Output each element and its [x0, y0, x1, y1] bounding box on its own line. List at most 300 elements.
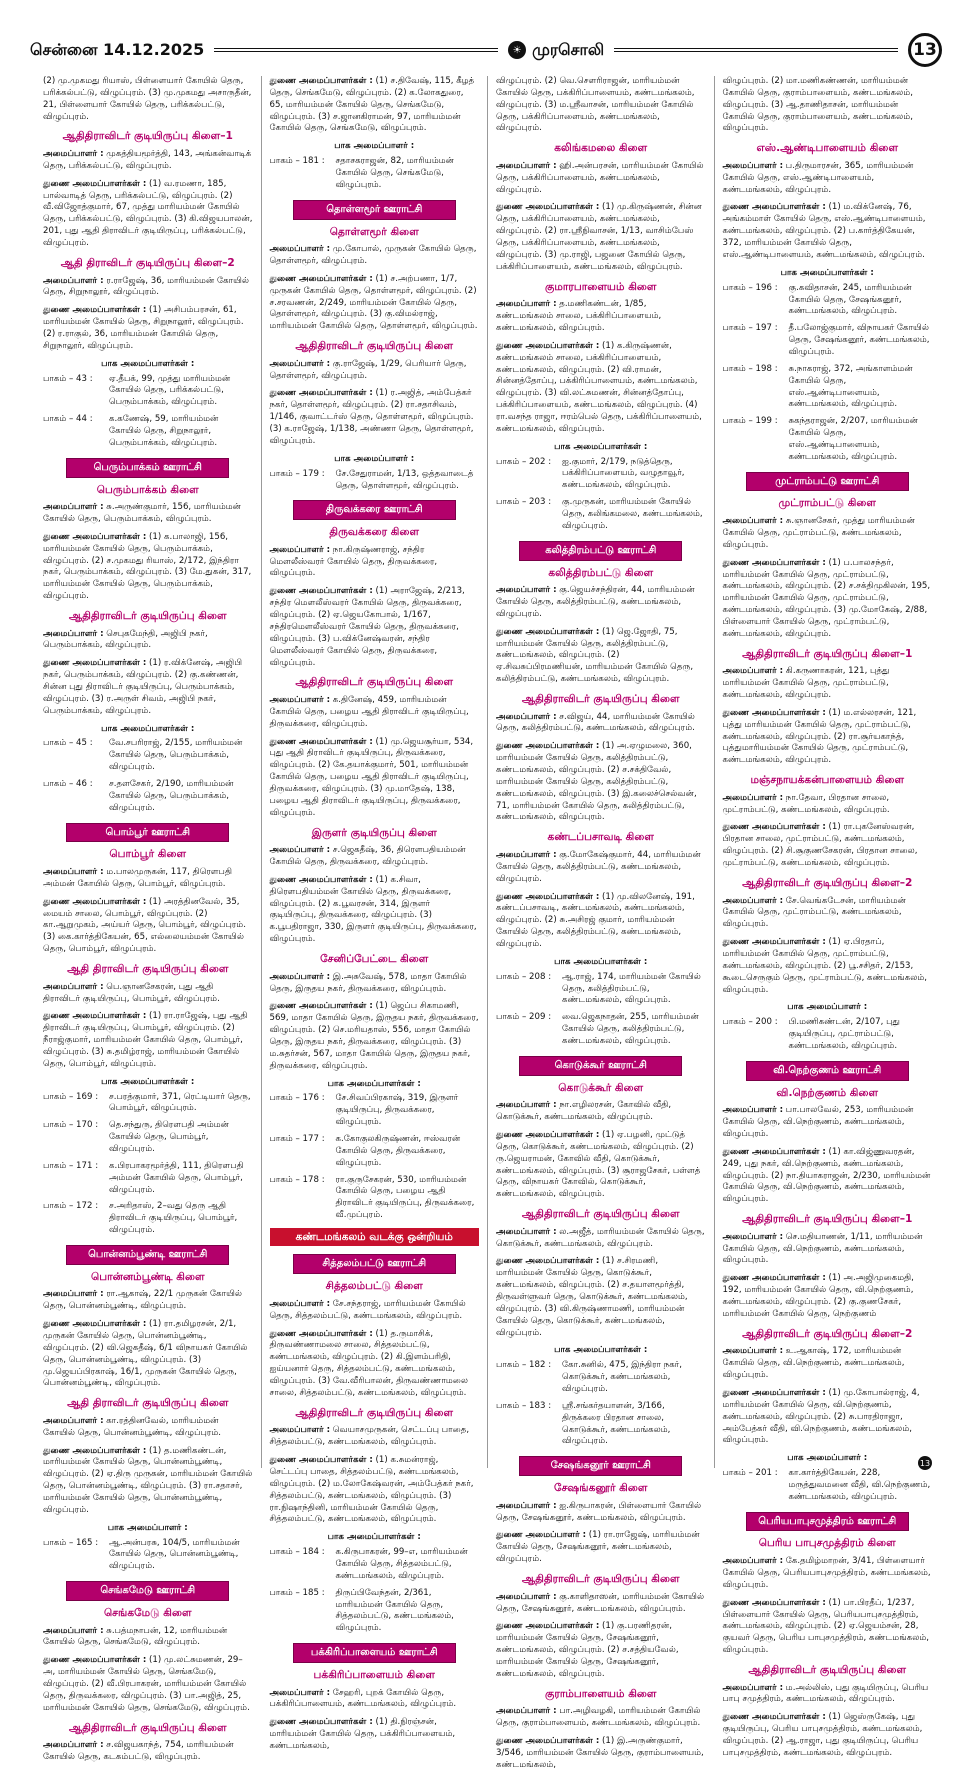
member-paragraph: [496, 76, 706, 135]
member-details: (1) ச.அற்பணா, 1/7, முருகன் கோயில் தெரு, தொள்ளமூர், விழுப்புரம். (2) ச.சரவணன், 2/249, மாரியம்மன் கோயில் தெரு, தொள்ளமூர், விழுப்புரம். (3) கு.விமல்ராஜ், மாரியம்மன் கோயில் தெரு, தொள்ளமூர், விழுப்புரம்.: [269, 273, 478, 332]
member-details: (1) மு.லட்சுமணன், 29–அ, மாரியம்மன் கோயில் தெரு, செங்கமேடு, விழுப்புரம். (2) வீ.பிரபாகரன், மாரியம்மன் கோயில் தெரு, திருவக்கரை, விழுப்புரம். (3) பா.அஜித், 25, மாரியம்மன் கோயில் தெரு, செங்கமேடு, விழுப்புரம்.: [43, 1655, 250, 1713]
member-details: (1) க.சுமன்ராஜ், செட்டப்பு பாதை, சித்தலம்பட்டு, கண்டமங்கலம், விழுப்புரம். (2) ம.லோகேஷ்வரன், அம்பேத்கர் நகர், சித்தலம்பட்டு, கண்டமங்கலம், விழுப்புரம். (3) ரா.நிஷாந்தினி, மாரியம்மன் கோயில் தெரு, சித்தலம்பட்டு, கண்டமங்கலம், விழுப்புரம்.: [269, 1455, 474, 1525]
role-label: துணை அமைப்பாளர்கள் :: [496, 1736, 600, 1746]
member-details: நா.கிருஷ்ணராஜ், சந்திர மௌலீஸ்வரர் கோயில் தெரு, திருவக்கரை, விழுப்புரம்.: [269, 544, 438, 579]
booth-agent-details: கோ.சுனில், 475, இந்திரா நகர், கொடுக்கூர், கண்டமங்கலம், விழுப்புரம்.: [562, 1360, 682, 1395]
member-paragraph: [43, 276, 253, 300]
branch-heading: ஆதிதிராவிடர் குடியிருப்பு கிளை: [295, 1406, 454, 1419]
role-label: அமைப்பாளர் :: [722, 1556, 784, 1567]
booth-number: பாகம் – 184 :: [269, 1547, 325, 1558]
booth-agent-details: கா.கார்த்திகேயன், 228, மருத்துவமனை வீதி, வி.நெற்குணம், கண்டமங்கலம், விழுப்புரம்.: [788, 1468, 931, 1502]
role-label: அமைப்பாளர் :: [722, 160, 784, 171]
member-details: (1) ர.அஜித், அம்பேத்கர் நகர், தொள்ளமூர், விழுப்புரம். (2) ரா.சதாசிவம், 1/146, குவாட்டர்ஸ் தெரு, தொள்ளமூர், விழுப்புரம். (3) க.ராஜேஷ், 1/138, அண்ணா தெரு, தொள்ளமூர், விழுப்புரம்.: [269, 388, 474, 446]
panchayat-banner: பெரியபாபுசமுத்திரம் ஊராட்சி: [746, 1512, 909, 1532]
member-paragraph: [496, 585, 706, 621]
booth-agent-row: [43, 414, 253, 450]
booth-caption: பாக அமைப்பாளர் :: [334, 453, 415, 464]
role-label: அமைப்பாளர் :: [722, 792, 784, 803]
booth-caption: பாக அமைப்பாளர்கள் :: [327, 1078, 421, 1089]
member-paragraph: [43, 897, 253, 956]
member-paragraph: [270, 244, 480, 268]
member-paragraph: [723, 1598, 933, 1657]
member-details: (1) க.பாலாஜி, 156, மாரியம்மன் கோயில் தெரு, பெரும்பாக்கம், விழுப்புரம். (2) ச.முகமது ரியாஸ், 2/172, இந்திரா நகர், பெரும்பாக்கம், விழுப்புரம். (3) மே.துகன், 317, மாரியம்மன் கோயில் தெரு, பெரும்பாக்கம், விழுப்புரம்.: [43, 531, 252, 602]
branch-heading: ஆதிதிராவிடர் குடியிருப்பு கிளை–1: [62, 130, 233, 143]
booth-caption: பாக அமைப்பாளர்கள் :: [554, 1345, 648, 1356]
member-details: பா.அழிவழகி, மாரியம்மன் கோயில் தெரு, குராம்பாளையம், கண்டமங்கலம், விழுப்புரம்.: [496, 1706, 701, 1729]
member-paragraph: [270, 875, 480, 946]
member-paragraph: [496, 1227, 706, 1251]
booth-agent-details: க.கிருபாகரன், 99–எ, மாரியம்மன் கோயில் தெரு, சித்தலம்பட்டு, கண்டமங்கலம், விழுப்புரம்.: [335, 1547, 468, 1581]
member-paragraph: [270, 1717, 480, 1753]
member-paragraph: [723, 666, 933, 702]
role-label: அமைப்பாளர் :: [496, 1500, 557, 1511]
role-label: துணை அமைப்பாளர்கள் :: [43, 1319, 147, 1330]
member-paragraph: [496, 892, 706, 951]
booth-number: பாகம் – 181 :: [269, 156, 325, 167]
booth-agent-details: ஆ.ராஜ், 174, மாரியம்மன் கோயில் தெரு, கலித்திரம்பட்டு, கண்டமங்கலம், விழுப்புரம்.: [562, 971, 701, 1006]
member-paragraph: [496, 341, 706, 436]
member-details: ஹி.அன்பரசன், மாரியம்மன் கோயில் தெரு, பக்கிரிப்பாளையம், கண்டமங்கலம், விழுப்புரம்.: [496, 160, 704, 195]
booth-agent-details: ச.அரிதாஸ், 2–வது தெரு ஆதி திராவிடர் குடியிருப்பு, பொம்பூர், விழுப்புரம்.: [109, 1201, 238, 1236]
member-paragraph: [43, 179, 253, 250]
branch-heading: ஆதிதிராவிடர் குடியிருப்பு கிளை: [295, 340, 454, 353]
booth-caption: பாக அமைப்பாளர் :: [334, 141, 415, 152]
role-label: அமைப்பாளர் :: [43, 502, 104, 513]
member-details: (1) கு.பரணிதரன், மாரியம்மன் கோயில் தெரு, சேஷங்கனூர், கண்டமங்கலம், விழுப்புரம். (2) ச.சத்தியவேல், மாரியம்மன் கோயில் தெரு, சேஷங்கனூர், கண்டமங்கலம், விழுப்புரம்.: [496, 1621, 679, 1679]
branch-heading: கலித்திரம்பட்டு கிளை: [548, 566, 654, 579]
booth-agent-row: [496, 972, 706, 1008]
booth-agent-details: சே.சேதுராமன், 1/13, ஒத்தவாடைத் தெரு, தொள்ளமூர், விழுப்புரம்.: [335, 468, 474, 491]
booth-agent-row: [43, 1161, 253, 1197]
role-label: அமைப்பாளர் :: [43, 1289, 104, 1300]
booth-agent-row: [496, 1401, 706, 1448]
booth-agent-row: [723, 1017, 933, 1053]
column-1: [35, 76, 262, 1763]
member-paragraph: [723, 1556, 933, 1592]
booth-number: பாகம் – 44 :: [43, 414, 93, 425]
member-details: கு.ராஜேஷ், 1/29, பெரியார் தெரு, தொள்ளமூர், விழுப்புரம்.: [269, 358, 467, 381]
role-label: துணை அமைப்பாளர்கள் :: [722, 1597, 826, 1608]
booth-number: பாகம் – 170 :: [43, 1120, 99, 1131]
role-label: துணை அமைப்பாளர்கள் :: [496, 202, 600, 213]
branch-heading: மஞ்சநாயக்கன்பாளையம் கிளை: [750, 774, 905, 787]
booth-agent-row: [270, 156, 480, 192]
member-details: சு.அருண்குமார், 156, மாரியம்மன் கோயில் தெரு, பெரும்பாக்கம், விழுப்புரம்.: [43, 502, 242, 524]
role-label: அமைப்பாளர் :: [43, 149, 104, 160]
panchayat-banner: திருவக்கரை ஊராட்சி: [293, 500, 456, 520]
booth-number: பாகம் – 197 :: [722, 323, 778, 334]
member-details: (1) மு.விலனேஷ், 191, கண்டப்பசாவடி, கண்டமங்கலம், கண்டமங்கலம், விழுப்புரம். (2) சு.அசிரஜ் குமார், மாரியம்மன் கோயில் தெரு, கலித்திரம்பட்டு, கண்டமங்கலம், விழுப்புரம்.: [496, 891, 695, 949]
member-details: கு.ஜெயச்சந்திரன், 44, மாரியம்மன் கோயில் தெரு, கலித்திரம்பட்டு, கண்டமங்கலம், விழுப்புரம்.: [496, 585, 695, 619]
member-details: சு.ஞானசேகர், முத்து மாரியம்மன் கோயில் தெரு, முட்ராம்பட்டு, கண்டமங்கலம், விழுப்புரம்.: [722, 516, 915, 550]
role-label: அமைப்பாளர் :: [722, 516, 784, 527]
member-paragraph: [496, 299, 706, 335]
booth-agent-details: ஏ.தீபக், 99, முத்து மாரியம்மன் கோயில் தெரு, பரிக்கல்பட்டு, பெரும்பாக்கம், விழுப்புரம்.: [109, 373, 231, 408]
member-paragraph: [496, 1736, 706, 1772]
member-details: (1) ரா.புகனேஸ்வரன், பிரதான சாலை, முட்ராம்பட்டு, கண்டமங்கலம், விழுப்புரம். (2) சி.சூகுணசேகரன், பிரதான சாலை, முட்ராம்பட்டு, கண்டமங்கலம், விழுப்புரம்.: [722, 822, 918, 869]
branch-heading: சேனிப்பேட்டை கிளை: [320, 953, 429, 966]
role-label: அமைப்பாளர் :: [496, 1100, 557, 1111]
member-paragraph: [496, 202, 706, 273]
member-paragraph: [43, 1011, 253, 1070]
role-label: அமைப்பாளர் :: [722, 895, 784, 906]
member-paragraph: [496, 1621, 706, 1680]
booth-agent-details: பி.மணிகண்டன், 2/107, புது குடியிருப்பு, முட்ராம்பட்டு, கண்டமங்கலம், விழுப்புரம்.: [788, 1017, 900, 1051]
booth-agent-details: தெ.சந்துரு, திரௌபதி அம்மன் கோயில் தெரு, பொம்பூர், விழுப்புரம்.: [109, 1120, 229, 1154]
member-paragraph: [270, 545, 480, 581]
member-paragraph: [43, 1319, 253, 1390]
role-label: துணை அமைப்பாளர்கள் :: [496, 1621, 600, 1632]
booth-agent-details: ச.தளசேகர், 2/190, மாரியம்மன் கோயில் தெரு, பெரும்பாக்கம், விழுப்புரம்.: [109, 779, 234, 813]
member-details: சு.பத்மநாபன், 12, மாரியம்மன் கோயில் தெரு, செங்கமேடு, விழுப்புரம்.: [43, 1625, 228, 1648]
member-details: (1) அரத்தினவேல், 35, மையம் சாலை, பொம்பூர், விழுப்புரம். (2) கா.ஆறுமுகம், அய்யர் தெரு, பொம்பூர், விழுப்புரம். (3) கை.கார்த்திகேயன், 65, எல்லையம்மன் கோயில் தெரு, பொம்பூர், விழுப்புரம்.: [43, 896, 246, 955]
panchayat-banner: கலித்திரம்பட்டு ஊராட்சி: [519, 541, 682, 561]
role-label: துணை அமைப்பாளர்கள் :: [722, 822, 826, 833]
member-details: (1) பா.பிரதீப், 1/237, பிள்ளையார் கோயில் தெரு, பெரியபாபுசமுத்திரம், கண்டமங்கலம், விழுப்புரம். (2) ஏ.ஜெயம்சன், 28, குயவர் தெரு, பெரிய பாபுசமுத்திரம், கண்டமங்கலம், விழுப்புரம்.: [722, 1597, 930, 1656]
member-paragraph: [270, 737, 480, 820]
booth-number: பாகம் – 171 :: [43, 1160, 99, 1171]
member-paragraph: [43, 629, 253, 653]
rising-sun-icon: ☀: [508, 41, 526, 59]
member-paragraph: [270, 1455, 480, 1526]
booth-number: பாகம் – 196 :: [722, 282, 778, 293]
booth-caption: பாக அமைப்பாளர்கள் :: [101, 1076, 195, 1087]
member-details: (1) வ.ரமணா, 185, பால்வாடித் தெரு, பரிக்கல்பட்டு, விழுப்புரம். (2) வீ.விஜோத்குமார், 67, முத்து மாரியம்மன் கோயில் தெரு, பரிக்கல்பட்டு, விழுப்புரம். (3) கி.விஜயபாலன், 201, புது ஆதி திராவிடர் குடியிருப்பு, பரிக்கல்பட்டு, விழுப்புரம்.: [43, 178, 253, 249]
member-paragraph: [496, 627, 706, 686]
member-paragraph: [270, 972, 480, 996]
booth-caption: பாக அமைப்பாளர் :: [787, 1002, 868, 1013]
member-details: (1) த.மணிகண்டன், மாரியம்மன் கோயில் தெரு, பொன்னம்பூண்டி, விழுப்புரம். (2) ஏ.திரு முருகன், மாரியம்மன் கோயில் தெரு, பொன்னம்பூண்டி, விழுப்புரம். (3) ரா.சதாசர், மாரியம்மன் கோயில் தெரு, பொன்னம்பூண்டி, விழுப்புரம்.: [43, 1445, 253, 1515]
member-details: (1) ர.விக்னேஷ், அஜிபி நகர், பெரும்பாக்கம், விழுப்புரம். (2) கு.கண்ணன், சின்ன புது திராவிடர் குடியிருப்பு, பெரும்பாக்கம், விழுப்புரம். (3) ர.அருள் சிவம், அஜிபி நகர், பெரும்பாக்கம், விழுப்புரம்.: [43, 658, 243, 716]
role-label: அமைப்பாளர் :: [43, 1740, 104, 1751]
member-details: (1) மு.ஜெயசூர்யா, 534, புது ஆதி திராவிடர் குடியிருப்பு, திருவக்கரை, விழுப்புரம். (2) கே.தயாக்குமார், 501, மாரியம்மன் கோயில் தெரு, பழைய ஆதி திராவிடர் குடியிருப்பு, திருவக்கரை, விழுப்புரம். (3) மு.மாதேஷ், 138, பழைய ஆதி திராவிடர் குடியிருப்பு, திருவக்கரை, விழுப்புரம்.: [269, 736, 474, 818]
member-details: (1) ச.சிரமணி, மாரியம்மன் கோயில் தெரு, கொடுக்கூர், கண்டமங்கலம், விழுப்புரம். (2) ச.தயாளமூர்த்தி, திருவள்ளுவர் தெரு, கொடுக்கூர், கண்டமங்கலம், விழுப்புரம். (3) வி.கிருஷ்ணாமணி, மாரியம்மன் கோயில் தெரு, கொடுக்கூர், கண்டமங்கலம், விழுப்புரம்.: [496, 1256, 688, 1338]
role-label: துணை அமைப்பாளர்கள் :: [269, 1001, 373, 1012]
role-label: துணை அமைப்பாளர்கள் :: [722, 1273, 826, 1284]
booth-agent-row: [43, 374, 253, 410]
branch-heading: பொம்பூர் கிளை: [109, 848, 187, 861]
member-paragraph: [270, 76, 480, 135]
booth-number: பாகம் – 201 :: [722, 1468, 778, 1479]
branch-heading: குமாரபாளையம் கிளை: [545, 280, 657, 293]
booth-agent-row: [496, 457, 706, 493]
booth-number: பாகம் – 179 :: [269, 468, 325, 479]
member-details: (1) அசிபம்பரசன், 61, மாரியம்மன் கோயில் தெரு, சிறுநாலூர், விழுப்புரம். (2) ர.ராகுல், 36, மாரியம்மன் கோயில் தெரு, சிறுநாலூர், விழுப்புரம்.: [43, 305, 244, 351]
role-label: அமைப்பாளர் :: [269, 845, 331, 856]
booth-agent-row: [43, 738, 253, 774]
member-paragraph: [270, 274, 480, 333]
member-paragraph: [43, 867, 253, 891]
role-label: துணை அமைப்பாளர்கள் :: [43, 1011, 147, 1022]
role-label: அமைப்பாளர் :: [43, 1415, 104, 1426]
member-paragraph: [723, 1147, 933, 1206]
branch-heading: செங்கமேடு கிளை: [103, 1606, 192, 1619]
branch-heading: கலிங்கமலை கிளை: [554, 142, 648, 155]
booth-agent-row: [723, 323, 933, 359]
member-paragraph: [270, 695, 480, 731]
member-details: ர.ராஜேஷ், 36, மாரியம்மன் கோயில் தெரு, சிறுநாலூர், விழுப்புரம்.: [43, 275, 250, 298]
member-paragraph: [270, 586, 480, 669]
role-label: அமைப்பாளர் :: [43, 981, 104, 992]
member-paragraph: [43, 1655, 253, 1714]
member-details: செபுகமேந்தி, அஜிபி நகர், பெரும்பாக்கம், விழுப்புரம்.: [43, 628, 208, 651]
booth-agent-details: வை.ஜெகநாதன், 255, மாரியம்மன் கோயில் தெரு, கலித்திரம்பட்டு, கண்டமங்கலம், விழுப்புரம்.: [562, 1012, 699, 1046]
role-label: அமைப்பாளர் :: [269, 971, 331, 982]
booth-agent-row: [723, 1468, 933, 1504]
role-label: அமைப்பாளர் :: [722, 1231, 784, 1242]
role-label: துணை அமைப்பாளர்கள் :: [722, 557, 826, 568]
branch-heading: ஆதிதிராவிடர் குடியிருப்பு கிளை: [295, 676, 454, 689]
booth-agent-row: [723, 364, 933, 411]
member-details: (1) இ.அருண்குமார், 3/546, மாரியம்மன் கோயில் தெரு, குராம்பாளையம், கண்டமங்கலம்,: [496, 1736, 704, 1770]
member-paragraph: [723, 1232, 933, 1268]
member-details: (1) ரா.ராஜேஷ், புது ஆதி திராவிடர் குடியிருப்பு, பொம்பூர், விழுப்புரம். (2) நீராஜ்குமார், மாரியம்மன் கோயில் தெரு, பொம்பூர், விழுப்புரம். (3) சு.தமிழ்ராஜ், மாரியம்மன் கோயில் தெரு, பொம்பூர், விழுப்புரம்.: [43, 1011, 248, 1069]
footer-page-number: 13: [918, 1456, 932, 1470]
role-label: துணை அமைப்பாளர்கள் :: [722, 1146, 826, 1157]
member-paragraph: [496, 1256, 706, 1339]
booth-caption: பாக அமைப்பாளர்கள் :: [101, 358, 195, 369]
booth-agent-details: சே.சிவப்பிரகாஷ், 319, இருளர் குடியிருப்பு, திருவக்கரை, விழுப்புரம்.: [335, 1093, 459, 1128]
member-details: பெ.ஞானசேகரன், புது ஆதி திராவிடர் குடியிருப்பு, பொம்பூர், விழுப்புரம்.: [43, 981, 220, 1004]
branch-heading: ஆதிதிராவிடர் குடியிருப்பு கிளை–2: [742, 1327, 913, 1340]
booth-agent-details: க.கணேஷ், 59, மாரியம்மன் கோயில் தெரு, சிறுநாலூர், பெரும்பாக்கம், விழுப்புரம்.: [109, 414, 219, 448]
member-details: (1) ஜெப்ப சிகாமணி, 569, மாதா கோயில் தெரு, இருதய நகர், திருவக்கரை, விழுப்புரம். (2) செ.மரியதாஸ், 556, மாதா கோயில் தெரு, இருதய நகர், திருவக்கரை, விழுப்புரம். (3) ம.சுதர்சன், 567, மாதா கோயில் தெரு, இருதய நகர், திருவக்கரை, விழுப்புரம்.: [269, 1001, 479, 1071]
branch-heading: ஆதிதிராவிடர் குடியிருப்பு கிளை–1: [742, 1213, 913, 1226]
member-paragraph: [723, 822, 933, 869]
paper-brand: [508, 40, 604, 61]
member-details: (1) க.சிவா, திரௌபதியம்மன் கோயில் தெரு, திருவக்கரை, விழுப்புரம். (2) க.பூவரசன், 314, இருளர் குடியிருப்பு, திருவக்கரை, விழுப்புரம். (3) க.பூபதிராஜா, 330, இருளர் குடியிருப்பு, திருவக்கரை, விழுப்புரம்.: [269, 874, 477, 945]
booth-agent-row: [270, 1175, 480, 1222]
booth-caption: பாக அமைப்பாளர்கள் :: [780, 267, 874, 278]
branch-heading: கண்டப்பசாவடி கிளை: [547, 831, 654, 844]
member-details: பா.பாலவேல், 253, மாரியம்மன் கோயில் தெரு, வி.நெற்குணம், கண்டமங்கலம், விழுப்புரம்.: [722, 1105, 914, 1139]
branch-heading: சேஷங்கனூர் கிளை: [554, 1482, 648, 1495]
role-label: அமைப்பாளர் :: [496, 849, 557, 860]
member-paragraph: [43, 76, 253, 123]
member-paragraph: [270, 1001, 480, 1072]
member-paragraph: [496, 1706, 706, 1730]
booth-agent-row: [43, 1201, 253, 1237]
member-details: (1) அ.ஏழுமலை, 360, மாரியம்மன் கோயில் தெரு, கலித்திரம்பட்டு, கண்டமங்கலம், விழுப்புரம். (2) ச.சக்திவேல், மாரியம்மன் கோயில் தெரு, கலித்திரம்பட்டு, கண்டமங்கலம், விழுப்புரம். (3) இ.கலைச்செல்வன், 71, மாரியம்மன் கோயில் தெரு, கலித்திரம்பட்டு, கண்டமங்கலம், விழுப்புரம்.: [496, 741, 697, 823]
member-paragraph: [270, 1329, 480, 1400]
booth-number: பாகம் – 169 :: [43, 1091, 99, 1102]
member-details: இ.அசுவேஷ், 578, மாதா கோயில் தெரு, இருதய நகர், திருவக்கரை, விழுப்புரம்.: [269, 971, 467, 994]
member-details: த.மணிகண்டன், 1/85, கண்டமங்கலம் சாலை, பக்கிரிப்பாளையம், கண்டமங்கலம், விழுப்புரம்.: [496, 299, 662, 333]
member-details: சேஹரி, புறக் கோயில் தெரு, பக்கிரிப்பாளையம், கண்டமங்கலம், விழுப்புரம்.: [269, 1687, 457, 1710]
member-details: (1) ம.எல்லரசன், 121, புத்து மாரியம்மன் கோயில் தெரு, முட்ராம்பட்டு, கண்டமங்கலம், விழுப்புரம். (2) ரா.சூர்யகாந்த், புத்துமாரியம்மன் கோயில் தெரு, முட்ராம்பட்டு, கண்டமங்கலம், விழுப்புரம்.: [722, 707, 917, 766]
role-label: துணை அமைப்பாளர்கள் :: [269, 1328, 373, 1339]
role-label: துணை அமைப்பாளர்கள் :: [722, 1712, 826, 1723]
role-label: அமைப்பாளர் :: [269, 694, 331, 705]
member-paragraph: [723, 708, 933, 767]
role-label: துணை அமைப்பாளர்கள் :: [496, 1129, 600, 1140]
member-paragraph: [270, 388, 480, 447]
booth-number: பாகம் – 178 :: [269, 1174, 325, 1185]
page-number: 13: [908, 33, 942, 67]
role-label: அமைப்பாளர் :: [722, 1105, 784, 1116]
column-3: [488, 76, 715, 1770]
member-paragraph: [723, 516, 933, 552]
booth-agent-row: [270, 469, 480, 493]
role-label: துணை அமைப்பாளர்கள் :: [43, 896, 147, 907]
member-paragraph: [496, 161, 706, 197]
role-label: துணை அமைப்பாளர்கள் :: [269, 1455, 373, 1466]
member-paragraph: [496, 1100, 706, 1124]
role-label: அமைப்பாளர் :: [722, 1346, 784, 1357]
role-label: அமைப்பாளர் :: [43, 628, 104, 639]
role-label: அமைப்பாளர் :: [496, 711, 557, 722]
member-paragraph: [496, 850, 706, 886]
branch-heading: திருவக்கரை கிளை: [329, 526, 420, 539]
branch-heading: பெரிய பாபுசமுத்திரம் கிளை: [758, 1537, 896, 1550]
member-details: (1) தி.நிரஞ்சன், மாரியம்மன் கோயில் தெரு, பக்கிரிப்பாளையம், கண்டமங்கலம்,: [269, 1717, 456, 1751]
branch-heading: ஆதிதிராவிடர் குடியிருப்பு கிளை–2: [742, 876, 913, 889]
member-paragraph: [270, 359, 480, 383]
booth-agent-details: ஸ்ரீ.சங்கர்தயாளன், 3/166, திருக்கரை பிரதான சாலை, கொடுக்கூர், கண்டமங்கலம், விழுப்புரம்.: [562, 1400, 671, 1447]
booth-caption: பாக அமைப்பாளர்கள் :: [101, 723, 195, 734]
member-paragraph: [723, 161, 933, 197]
role-label: துணை அமைப்பாளர்கள் :: [269, 736, 373, 747]
member-paragraph: [723, 1388, 933, 1447]
role-label: துணை அமைப்பாளர்கள் :: [722, 202, 826, 213]
member-paragraph: [270, 845, 480, 869]
branch-heading: பெரும்பாக்கம் கிளை: [96, 483, 199, 496]
booth-agent-row: [496, 497, 706, 533]
booth-agent-details: சு.நாகராஜ், 372, அங்காளம்மன் கோயில் தெரு, எஸ்.ஆண்டிபாளையம், கண்டமங்கலம், விழுப்புரம்.: [788, 363, 913, 410]
member-details: (2) மு.முகமது ரியாஸ், பிள்ளையார் கோயில் தெரு, பரிக்கல்பட்டு, விழுப்புரம். (3) மு.முகமது அசாருதீன், 21, பிள்ளையார் கோயில் தெரு, பரிக்கல்பட்டு, விழுப்புரம்.: [43, 76, 252, 122]
role-label: அமைப்பாளர் :: [43, 867, 104, 878]
role-label: துணை அமைப்பாளர்கள் :: [269, 874, 373, 885]
booth-number: பாகம் – 172 :: [43, 1201, 99, 1212]
booth-agent-details: கு.முருகன், மாரியம்மன் கோயில் தெரு, கலிங்கமலை, கண்டமங்கலம், விழுப்புரம்.: [562, 497, 703, 531]
booth-number: பாகம் – 202 :: [496, 456, 552, 467]
booth-agent-details: ஆ.அன்பரசு, 104/5, மாரியம்மன் கோயில் தெரு, பொன்னம்பூண்டி, விழுப்புரம்.: [109, 1537, 240, 1572]
role-label: துணை அமைப்பாளர்கள் :: [43, 658, 147, 669]
booth-number: பாகம் – 199 :: [722, 416, 778, 427]
booth-agent-row: [270, 1093, 480, 1129]
booth-caption: பாக அமைப்பாளர்கள் :: [327, 1532, 421, 1543]
branch-heading: ஆதி திராவிடர் குடியிருப்பு கிளை: [67, 963, 229, 976]
booth-number: பாகம் – 176 :: [269, 1093, 325, 1104]
member-paragraph: [723, 1105, 933, 1141]
member-details: (1) ஏ.பிரதாப், மாரியம்மன் கோயில் தெரு, முட்ராம்பட்டு, கண்டமங்கலம், விழுப்புரம். (2) பூ.சசிதர், 2/153, கூடைசெருகும் தெரு, முட்ராம்பட்டு, கண்டமங்கலம், விழுப்புரம்.: [722, 937, 928, 995]
role-label: அமைப்பாளர் :: [269, 1425, 331, 1436]
panchayat-banner: சித்தலம்பட்டு ஊராட்சி: [293, 1254, 456, 1274]
member-paragraph: [270, 1425, 480, 1449]
booth-number: பாகம் – 203 :: [496, 497, 552, 508]
role-label: அமைப்பாளர் :: [496, 160, 557, 171]
branch-heading: ஆதி திராவிடர் குடியிருப்பு கிளை: [67, 1397, 229, 1410]
member-details: ச.விஜயகாந்த், 754, மாரியம்மன் கோயில் தெரு, கடகம்பட்டு, விழுப்புரம்.: [43, 1740, 234, 1763]
member-paragraph: [723, 1346, 933, 1382]
role-label: துணை அமைப்பாளர் :: [496, 1530, 587, 1541]
booth-agent-details: ஐ.குமார், 2/179, நடுத்தெரு, பக்கிரிப்பாளையம், வழுதாவூர், கண்டமங்கலம், விழுப்புரம்.: [562, 456, 685, 491]
booth-agent-row: [43, 1120, 253, 1156]
booth-number: பாகம் – 43 :: [43, 373, 93, 384]
booth-number: பாகம் – 198 :: [722, 363, 778, 374]
booth-agent-row: [270, 1134, 480, 1170]
booth-agent-details: க.கோகுலகிருஷ்ணன், ஈஸ்வரன் கோயில் தெரு, திருவக்கரை, விழுப்புரம்.: [335, 1133, 461, 1168]
member-details: (1) ஜெஸ்ருகேஷ், புது குடியிருப்பு, பெரிய பாபுசமுத்திரம், கண்டமங்கலம், விழுப்புரம். (2) ஆ.ராஜா, புது குடியிருப்பு, பெரிய பாபுசமுத்திரம், கண்டமங்கலம், விழுப்புரம்.: [722, 1712, 923, 1758]
branch-heading: முட்ராம்பட்டு கிளை: [778, 497, 876, 510]
booth-number: பாகம் – 183 :: [496, 1400, 552, 1411]
member-details: (1) க.கிருஷ்ணன், கண்டமங்கலம் சாலை, பக்கிரிப்பாளையம், கண்டமங்கலம், விழுப்புரம். (2) வி.ராமன், சின்னத்தோப்பு, பக்கிரிப்பாளையம், கண்டமங்கலம், விழுப்புரம். (3) வி.லட்சுமணன், சின்னத்தோப்பு, பக்கிரிப்பாளையம், கண்டமங்கலம், விழுப்புரம். (4) ரா.வசந்த ராஜா, ஈரம்பெல் தெரு, பக்கிரிப்பாளையம், கண்டமங்கலம், விழுப்புரம்.: [496, 340, 702, 434]
member-details: நா.தேவா, பிரதான சாலை, முட்ராம்பட்டு, கண்டமங்கலம், விழுப்புரம்.: [722, 792, 890, 815]
member-paragraph: [43, 305, 253, 352]
booth-caption: பாக அமைப்பாளர் :: [787, 1453, 868, 1464]
role-label: துணை அமைப்பாளர்கள் :: [496, 340, 600, 351]
member-paragraph: [496, 741, 706, 824]
booth-agent-row: [270, 1547, 480, 1583]
booth-number: பாகம் – 209 :: [496, 1012, 552, 1023]
booth-agent-row: [496, 1012, 706, 1048]
booth-agent-details: திருப்பிவேந்தன், 2/361, மாரியம்மன் கோயில் தெரு, சித்தலம்பட்டு, கண்டமங்கலம், விழுப்புரம்.: [335, 1587, 454, 1634]
member-paragraph: [723, 558, 933, 641]
booth-agent-details: ச.பரத்குமார், 371, ரெட்டியார் தெரு, பொம்பூர், விழுப்புரம்.: [109, 1091, 251, 1114]
role-label: துணை அமைப்பாளர்கள் :: [269, 586, 373, 597]
member-details: ச.ஜெகதீஷ், 36, திரௌபதியம்மன் கோயில் தெரு, திருவக்கரை, விழுப்புரம்.: [269, 845, 466, 868]
member-paragraph: [43, 1446, 253, 1517]
branch-heading: ஆதிதிராவிடர் குடியிருப்பு கிளை: [521, 693, 680, 705]
member-paragraph: [43, 532, 253, 603]
booth-agent-details: ரா.குருசேகரன், 530, மாரியம்மன் கோயில் தெரு, பழைய ஆதி திராவிடர் குடியிருப்பு, திருவக்கரை, வீ.முப்புரம்.: [335, 1174, 475, 1221]
member-details: முகத்தியமூர்த்தி, 143, அங்கன்வாடிக் தெரு, பரிக்கல்பட்டு, விழுப்புரம்.: [43, 149, 252, 171]
member-details: சே.சந்தராஜ், மாரியம்மன் கோயில் தெரு, சித்தலம்பட்டு, கண்டமங்கலம், விழுப்புரம்.: [269, 1298, 466, 1321]
member-paragraph: [723, 896, 933, 932]
panchayat-banner: பொன்னம்பூண்டி ஊராட்சி: [66, 1245, 229, 1265]
member-paragraph: [270, 1299, 480, 1323]
column-2: [262, 76, 489, 1751]
booth-agent-row: [723, 283, 933, 319]
member-paragraph: [723, 1712, 933, 1759]
member-details: செ.மதியாணன், 1/11, மாரியம்மன் கோயில் தெரு, வி.நெற்குணம், கண்டமங்கலம், விழுப்புரம்.: [722, 1231, 923, 1266]
member-paragraph: [496, 712, 706, 736]
role-label: துணை அமைப்பாளர்கள் :: [43, 531, 147, 542]
panchayat-banner: வி.நெற்குணம் ஊராட்சி: [746, 1061, 909, 1081]
member-paragraph: [723, 1273, 933, 1320]
role-label: துணை அமைப்பாளர்கள் :: [722, 1387, 826, 1398]
booth-number: பாகம் – 46 :: [43, 779, 93, 790]
panchayat-banner: செங்கமேடு ஊராட்சி: [66, 1581, 229, 1601]
branch-heading: ஆதி திராவிடர் குடியிருப்பு கிளை–2: [60, 256, 235, 269]
member-details: கி.கருணாகரன், 121, புத்து மாரியம்மன் கோயில் தெரு, முட்ராம்பட்டு, கண்டமங்கலம், விழுப்புரம்.: [722, 666, 890, 700]
role-label: துணை அமைப்பாளர்கள் :: [496, 891, 600, 902]
member-paragraph: [723, 937, 933, 996]
branch-heading: இருளர் குடியிருப்பு கிளை: [311, 826, 437, 839]
member-details: (1) த.ருமாசிக், திருவண்ணாமலை சாலை, சித்தலம்பட்டு, கண்டமங்கலம், விழுப்புரம். (2) கி.இளம்பரிதி, ஐய்யனார் தெரு, சித்தலம்பட்டு, கண்டமங்கலம், விழுப்புரம். (3) வே.வீரிபாலன், திருவண்ணாமலை சாலை, சித்தலம்பட்டு, கண்டமங்கலம், விழுப்புரம்.: [269, 1328, 469, 1398]
role-label: துணை அமைப்பாளர்கள் :: [43, 178, 147, 189]
booth-agent-row: [43, 779, 253, 815]
member-details: (1) ச.திவேஷ், 115, கீழத் தெரு, செங்கமேடு, விழுப்புரம். (2) க.லோகதுரை, 65, மாரியம்மன் கோயில் தெரு, செங்கமேடு, விழுப்புரம். (3) ச.ஜானகிராமன், 97, மாரியம்மன் கோயில் தெரு, செங்கமேடு, விழுப்புரம்.: [269, 76, 475, 134]
panchayat-banner: பெரும்பாக்கம் ஊராட்சி: [66, 458, 229, 478]
member-paragraph: [496, 1130, 706, 1201]
role-label: துணை அமைப்பாளர்கள் :: [722, 937, 826, 948]
role-label: துணை அமைப்பாளர்கள் :: [269, 388, 373, 399]
booth-caption: பாக அமைப்பாளர்கள் :: [554, 441, 648, 452]
booth-number: பாகம் – 185 :: [269, 1587, 325, 1598]
member-paragraph: [496, 1592, 706, 1616]
member-details: கு.காளிதாஸன், மாரியம்மன் கோயில் தெரு, சேஷங்கனூர், கண்டமங்கலம், விழுப்புரம்.: [496, 1591, 705, 1614]
member-paragraph: [496, 1530, 706, 1566]
member-paragraph: [43, 658, 253, 717]
masthead: [30, 30, 942, 70]
role-label: அமைப்பாளர் :: [43, 275, 104, 286]
booth-number: பாகம் – 208 :: [496, 971, 552, 982]
member-details: விழுப்புரம். (2) வெ.செளரிராஜன், மாரியம்மன் கோயில் தெரு, பக்கிரிப்பாளையம், கண்டமங்கலம், விழுப்புரம். (3) ம.ஸ்ரீவாசன், மாரியம்மன் கோயில் தெரு, பக்கிரிப்பாளையம், கண்டமங்கலம், விழுப்புரம்.: [496, 76, 695, 134]
role-label: அமைப்பாளர் :: [496, 585, 557, 596]
branch-heading: ஆதிதிராவிடர் குடியிருப்பு கிளை: [68, 1721, 227, 1734]
panchayat-banner: முட்ராம்பட்டு ஊராட்சி: [746, 472, 909, 492]
